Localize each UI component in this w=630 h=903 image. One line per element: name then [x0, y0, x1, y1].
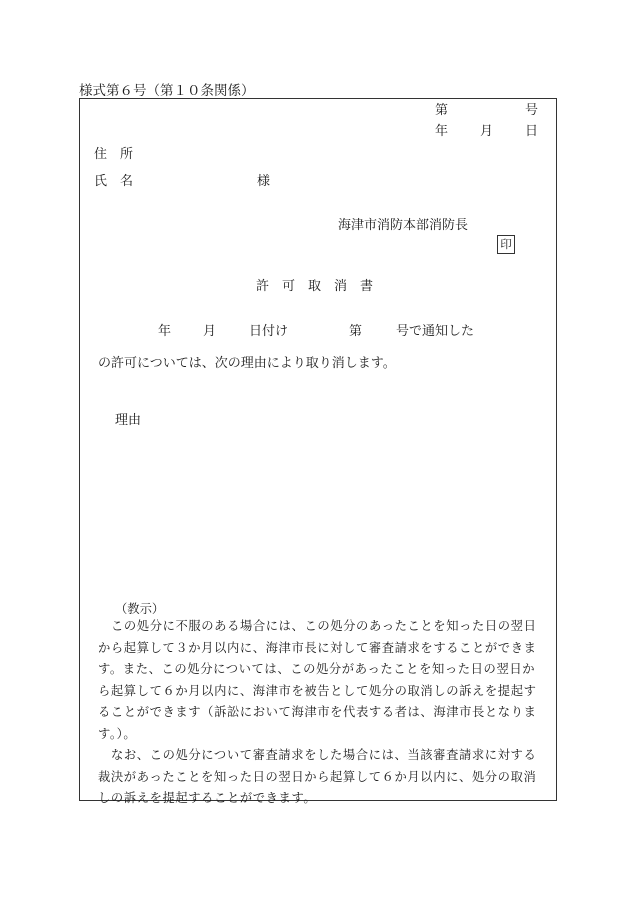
instruction-text: [98, 616, 550, 810]
instruction-line: この処分に不服のある場合には、この処分のあったことを知った日の翌日: [111, 619, 537, 633]
instruction-line: ら起算して６か月以内に、海津市を被告として処分の取消しの訴えを提起す: [98, 683, 537, 698]
address-label: 住 所: [94, 147, 134, 162]
seal-mark: 印: [497, 235, 515, 254]
instruction-line: 裁決があったことを知った日の翌日から起算して６か月以内に、処分の取消: [98, 769, 537, 784]
body-number-notified: 号で通知した: [396, 324, 475, 339]
instruction-heading: （教示）: [115, 602, 165, 616]
doc-number-prefix: 第: [435, 103, 449, 118]
reason-label: 理由: [115, 413, 142, 428]
body-line-2: の許可については、次の理由により取り消します。: [98, 356, 396, 371]
instruction-line: から起算して３か月以内に、海津市長に対して審査請求をすることができま: [98, 640, 537, 655]
body-year: 年: [158, 324, 172, 339]
date-year: 年: [435, 124, 449, 139]
body-number-prefix: 第: [349, 324, 363, 339]
doc-number-suffix: 号: [525, 103, 539, 118]
date-month: 月: [480, 124, 494, 139]
body-month: 月: [203, 324, 217, 339]
instruction-line: ることができます（訴訟において海津市を代表する者は、海津市長となりま: [98, 705, 537, 719]
instruction-line: なお、この処分について審査請求をした場合には、当該審査請求に対する: [111, 748, 537, 762]
issuer-title: 海津市消防本部消防長: [338, 218, 469, 233]
honorific: 様: [257, 174, 271, 189]
instruction-line: しの訴えを提起することができます。: [98, 791, 317, 805]
name-label: 氏 名: [94, 174, 134, 189]
body-dated: 日付け: [249, 324, 289, 339]
instruction-line: す。）。: [98, 726, 137, 741]
document-title: 許 可 取 消 書: [256, 279, 374, 294]
instruction-line: す。また、この処分については、この処分があったことを知った日の翌日か: [98, 662, 536, 676]
form-label: 様式第６号（第１０条関係）: [79, 83, 255, 99]
date-day: 日: [525, 124, 539, 139]
